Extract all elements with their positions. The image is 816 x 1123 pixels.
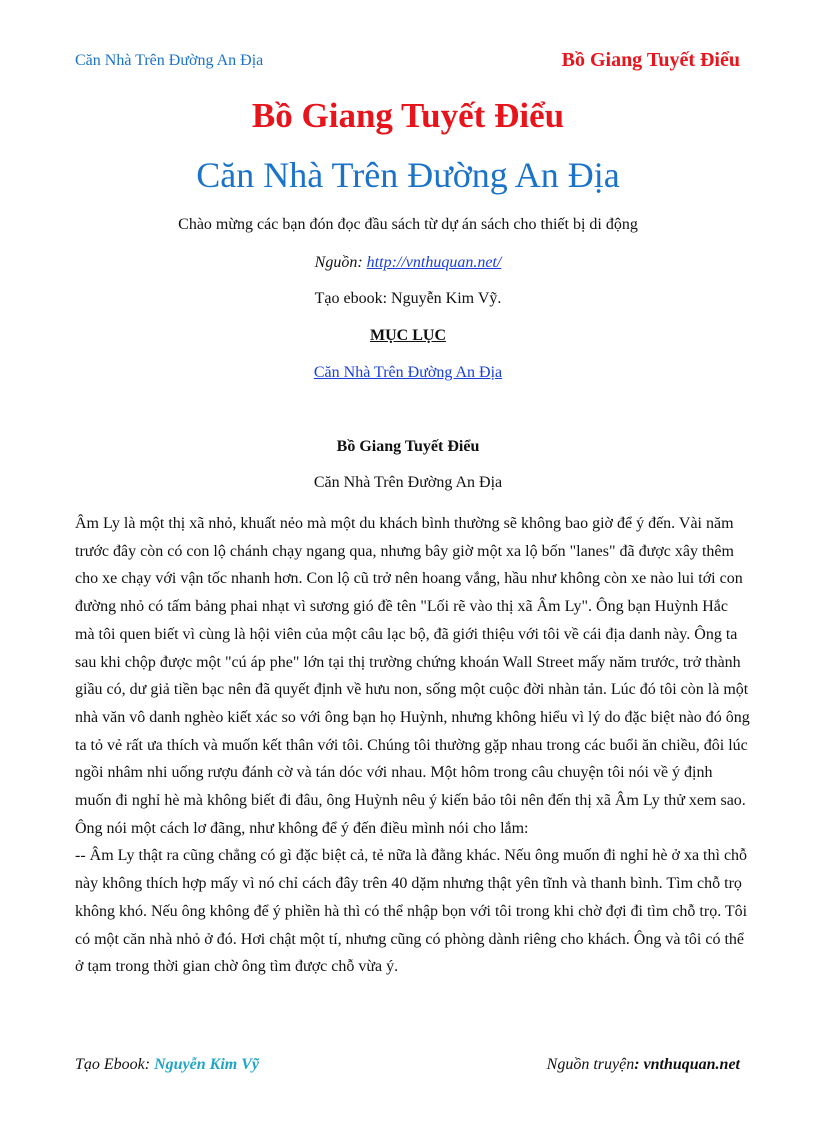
toc-heading: MỤC LỤC: [370, 327, 446, 344]
footer-ebook-label: Tạo Ebook: [75, 1056, 145, 1073]
running-header-book-title: Căn Nhà Trên Đường An Địa: [75, 52, 264, 69]
story-body: [75, 510, 751, 981]
story-author: Bồ Giang Tuyết Điểu: [336, 438, 480, 455]
toc-link-chapter[interactable]: Căn Nhà Trên Đường An Địa: [313, 364, 503, 381]
book-title: Căn Nhà Trên Đường An Địa: [196, 155, 620, 195]
source-line: [0, 254, 816, 272]
story-title: Căn Nhà Trên Đường An Địa: [313, 474, 503, 491]
source-link[interactable]: http://vnthuquan.net/: [366, 254, 502, 271]
source-label: Nguồn:: [314, 254, 367, 271]
author-title: Bồ Giang Tuyết Điểu: [251, 96, 565, 135]
footer-separator: :: [144, 1056, 155, 1073]
footer-source-label: Nguồn truyện: [546, 1056, 635, 1073]
footer-source-site: vnthuquan.net: [643, 1056, 740, 1073]
running-header-author: Bồ Giang Tuyết Điểu: [561, 49, 740, 71]
footer-ebook-credit: [75, 1056, 259, 1074]
welcome-text: Chào mừng các bạn đón đọc đầu sách từ dự án sách cho thiết bị di động: [178, 216, 638, 233]
footer-separator: :: [634, 1056, 644, 1073]
story-paragraph: -- Âm Ly thật ra cũng chẳng có gì đặc biệt cả, tẻ nữa là đằng khác. Nếu ông muốn đi nghỉ hè ở xa thì chỗ này không thích hợp mấy vì nó chỉ cách đây trên 40 dặm nhưng thật yên tĩnh và thanh bình. Tìm chỗ trọ không khó. Nếu ông không để ý phiền hà thì có thể nhập bọn với tôi trong khi chờ đợi đi tìm chỗ trọ. Tôi có một căn nhà nhỏ ở đó. Hơi chật một tí, nhưng cũng có phòng dành riêng cho khách. Ông và tôi có thể ở tạm trong thời gian chờ ông tìm được chỗ vừa ý.: [75, 847, 748, 976]
ebook-creator: Tạo ebook: Nguyễn Kim Vỹ.: [314, 290, 502, 307]
footer-ebook-name: Nguyễn Kim Vỹ: [154, 1056, 259, 1073]
footer-source-credit: [547, 1056, 740, 1074]
story-paragraph: Âm Ly là một thị xã nhỏ, khuất nẻo mà một du khách bình thường sẽ không bao giờ để ý đến. Vài năm trước đây còn có con lộ chánh chạy ngang qua, nhưng bây giờ một xa lộ bốn "lanes" đã được xây thêm cho xe chạy với vận tốc nhanh hơn. Con lộ cũ trở nên hoang vắng, hầu như không còn xe nào lui tới con đường nhỏ có tấm bảng phai nhạt vì sương gió đề tên "Lối rẽ vào thị xã Âm Ly". Ông bạn Huỳnh Hắc mà tôi quen biết vì cùng là hội viên của một câu lạc bộ, đã giới thiệu với tôi về cái địa danh này. Ông ta sau khi chộp được một "cú áp phe" lớn tại thị trường chứng khoán Wall Street mấy năm trước, trở thành giầu có, dư giả tiền bạc nên đã quyết định về hưu non, sống một cuộc đời nhàn tản. Lúc đó tôi còn là một nhà văn vô danh nghèo kiết xác so với ông bạn họ Huỳnh, nhưng không hiểu vì lý do đặc biệt nào đó ông ta tỏ vẻ rất ưa thích và muốn kết thân với tôi. Chúng tôi thường gặp nhau trong các buổi ăn chiều, đôi lúc ngồi nhâm nhi uống rượu đánh cờ và tán dóc với nhau. Một hôm trong câu chuyện tôi nói về ý định muốn đi nghỉ hè mà không biết đi đâu, ông Huỳnh nêu ý kiến bảo tôi nên đến thị xã Âm Ly thử xem sao. Ông nói một cách lơ đãng, như không để ý đến điều mình nói cho lắm:: [75, 515, 750, 837]
